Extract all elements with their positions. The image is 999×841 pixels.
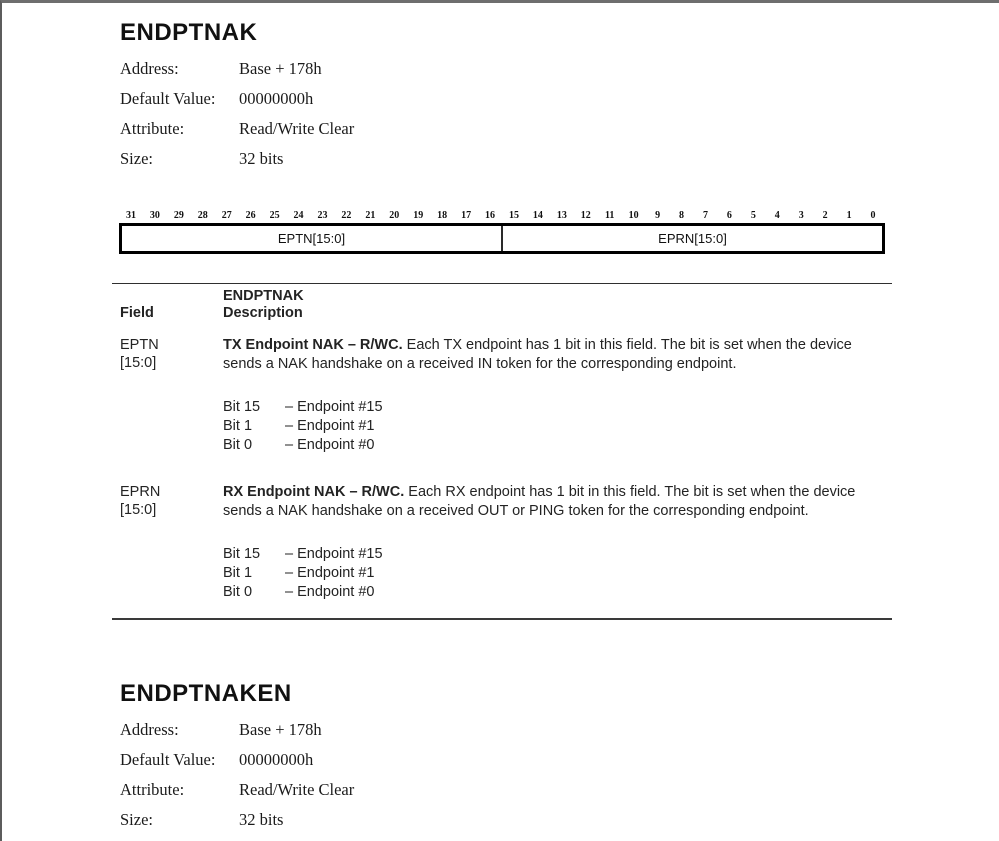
bit-number: 11	[604, 210, 615, 221]
field-range: [15:0]	[120, 355, 157, 371]
field-column-header: Field	[120, 305, 154, 321]
bit-number: 1	[846, 210, 852, 221]
attribute-label: Attribute:	[120, 119, 185, 138]
bit-number: 22	[341, 210, 352, 221]
bit-field-box	[119, 223, 885, 254]
table-row-eptn	[112, 336, 892, 455]
bit-number: 0	[870, 210, 876, 221]
property-row-address	[120, 715, 999, 745]
field-description-paragraph	[223, 336, 880, 374]
bit-number: 3	[798, 210, 804, 221]
address-value: Base + 178h	[239, 720, 322, 739]
bit-number: 18	[437, 210, 448, 221]
bit-number: 26	[245, 210, 256, 221]
property-row-size	[120, 144, 999, 174]
bit-number: 5	[750, 210, 756, 221]
bit-assignment-list	[223, 545, 880, 602]
bit-assignment	[223, 398, 880, 417]
bit-number: 6	[726, 210, 732, 221]
register1-properties	[120, 54, 999, 174]
description-header-line2: Description	[223, 305, 303, 321]
bit-label: Bit 0	[223, 437, 253, 453]
bit-assignment-list	[223, 398, 880, 455]
bitfield-eprn: EPRN[15:0]	[501, 226, 882, 251]
bit-number: 9	[655, 210, 661, 221]
field-description-paragraph	[223, 483, 880, 521]
bit-number: 21	[365, 210, 376, 221]
bit-description: – Endpoint #1	[285, 565, 375, 581]
bit-label: Bit 1	[223, 565, 253, 581]
field-name: EPTN	[120, 337, 159, 353]
size-label: Size:	[120, 149, 153, 168]
bit-field-diagram	[119, 210, 885, 254]
default-value-value: 00000000h	[239, 750, 314, 769]
bit-assignment	[223, 564, 880, 583]
bit-numbers-row	[119, 210, 885, 221]
bit-number: 24	[293, 210, 304, 221]
field-description-cell	[223, 336, 892, 455]
bit-assignment	[223, 417, 880, 436]
size-value: 32 bits	[239, 810, 284, 829]
field-description-bold: TX Endpoint NAK – R/WC.	[223, 337, 403, 353]
property-row-attribute	[120, 775, 999, 805]
address-label: Address:	[120, 720, 179, 739]
bit-number: 8	[679, 210, 685, 221]
attribute-value: Read/Write Clear	[239, 780, 355, 799]
description-column-header	[223, 288, 892, 322]
field-description-text: Each TX endpoint has 1 bit in this field. The bit is set when the device sends a NAK handshake on a received IN token for the corresponding endpoint.	[223, 337, 852, 372]
bit-number: 29	[173, 210, 184, 221]
bit-description: – Endpoint #1	[285, 418, 375, 434]
bit-description: – Endpoint #0	[285, 437, 375, 453]
bit-number: 10	[628, 210, 639, 221]
field-name-cell	[112, 336, 223, 455]
bit-number: 12	[580, 210, 591, 221]
field-description-bold: RX Endpoint NAK – R/WC.	[223, 484, 405, 500]
field-description-table	[112, 283, 892, 620]
default-value-label: Default Value:	[120, 89, 216, 108]
register2-properties	[120, 715, 999, 835]
bit-number: 4	[774, 210, 780, 221]
default-value-value: 00000000h	[239, 89, 314, 108]
bit-number: 17	[461, 210, 472, 221]
bit-number: 15	[508, 210, 519, 221]
property-row-attribute	[120, 114, 999, 144]
bit-number: 14	[532, 210, 543, 221]
bit-number: 31	[125, 210, 136, 221]
bit-assignment	[223, 545, 880, 564]
bit-number: 25	[269, 210, 280, 221]
bit-number: 13	[556, 210, 567, 221]
bit-assignment	[223, 436, 880, 455]
bit-description: – Endpoint #15	[285, 546, 383, 562]
attribute-label: Attribute:	[120, 780, 185, 799]
bit-label: Bit 0	[223, 584, 253, 600]
register-title-endptnaken: ENDPTNAKEN	[120, 680, 292, 707]
field-description-cell	[223, 483, 892, 602]
bit-label: Bit 1	[223, 418, 253, 434]
bit-label: Bit 15	[223, 546, 261, 562]
size-label: Size:	[120, 810, 153, 829]
property-row-address	[120, 54, 999, 84]
bit-number: 30	[149, 210, 160, 221]
field-name-cell	[112, 483, 223, 602]
bit-assignment	[223, 583, 880, 602]
bit-number: 7	[702, 210, 708, 221]
bit-number: 2	[822, 210, 828, 221]
table-row-eprn	[112, 483, 892, 602]
bitfield-eptn: EPTN[15:0]	[277, 231, 346, 246]
bit-number: 23	[317, 210, 328, 221]
default-value-label: Default Value:	[120, 750, 216, 769]
bit-number: 19	[413, 210, 424, 221]
address-label: Address:	[120, 59, 179, 78]
description-header-line1: ENDPTNAK	[223, 288, 304, 304]
field-name: EPRN	[120, 484, 161, 500]
bit-number: 20	[389, 210, 400, 221]
property-row-default-value	[120, 745, 999, 775]
bit-number: 27	[221, 210, 232, 221]
bit-description: – Endpoint #15	[285, 399, 383, 415]
bit-number: 28	[197, 210, 208, 221]
bit-number: 16	[485, 210, 496, 221]
size-value: 32 bits	[239, 149, 284, 168]
bit-label: Bit 15	[223, 399, 261, 415]
property-row-size	[120, 805, 999, 835]
table-header-row	[112, 288, 892, 322]
field-range: [15:0]	[120, 502, 157, 518]
attribute-value: Read/Write Clear	[239, 119, 355, 138]
register-title-endptnak: ENDPTNAK	[120, 19, 258, 46]
address-value: Base + 178h	[239, 59, 322, 78]
bit-description: – Endpoint #0	[285, 584, 375, 600]
property-row-default-value	[120, 84, 999, 114]
field-description-text: Each RX endpoint has 1 bit in this field. The bit is set when the device sends a NAK handshake on a received OUT or PING token for the corresponding endpoint.	[223, 484, 856, 519]
